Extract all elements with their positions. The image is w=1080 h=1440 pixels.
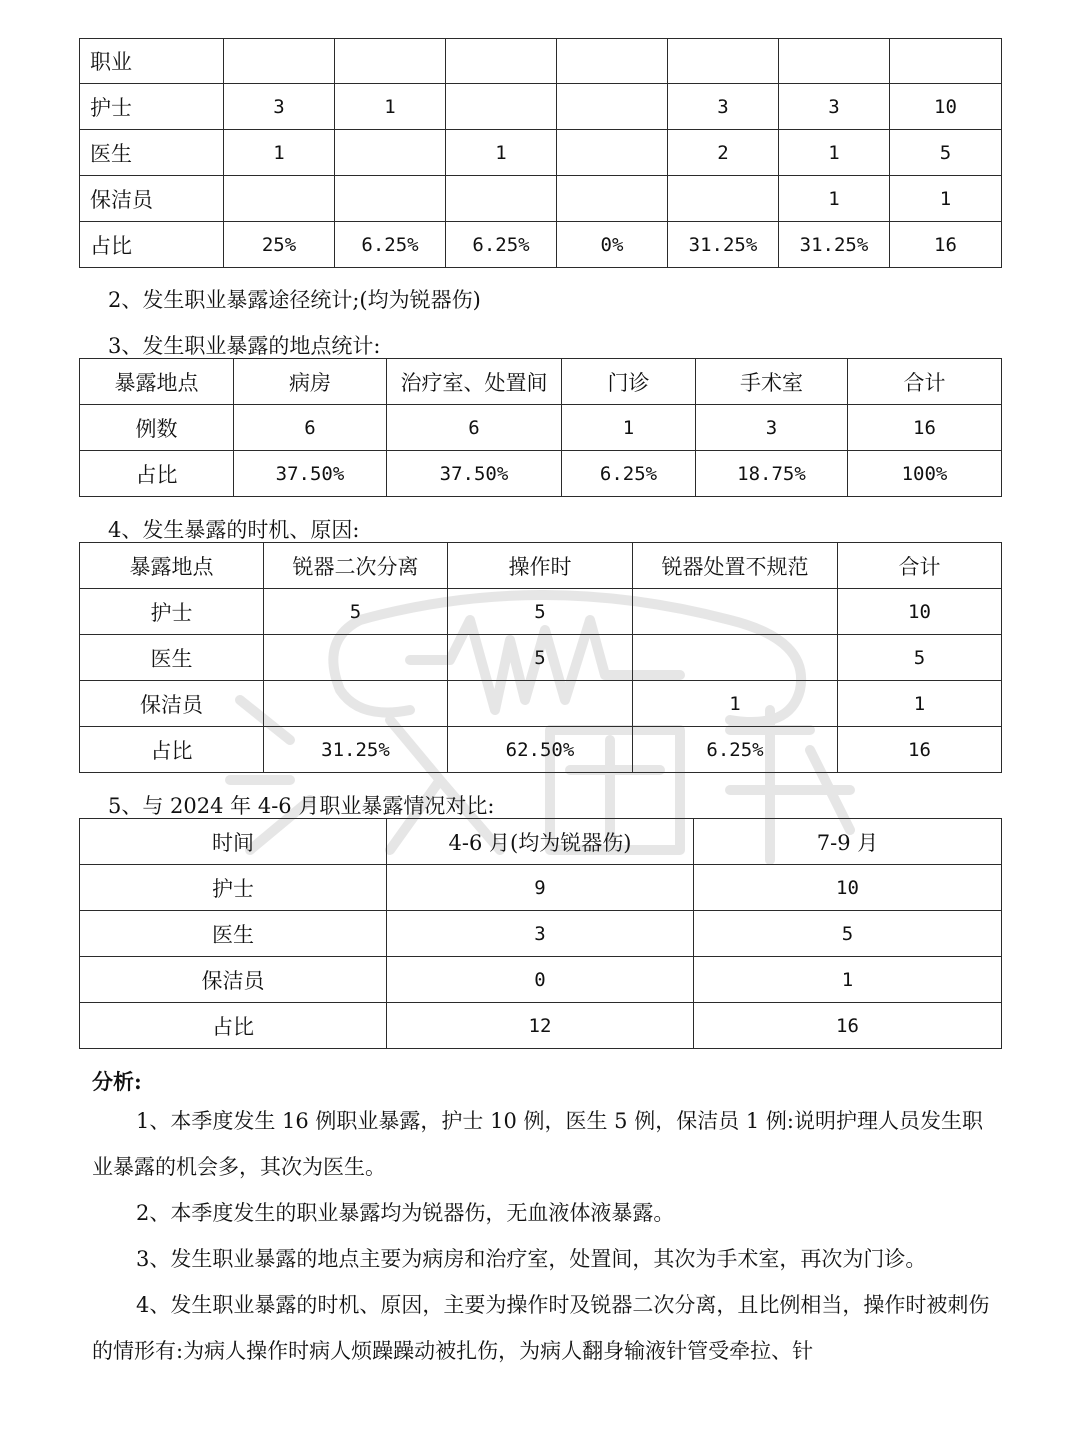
table-row — [80, 911, 1002, 957]
table-row — [80, 957, 1002, 1003]
table-cell: 0 — [387, 957, 694, 1003]
table-cell: 16 — [848, 405, 1002, 451]
row-label: 医生 — [80, 130, 224, 176]
table-cell: 6.25% — [335, 222, 446, 268]
table-header-row — [80, 359, 1002, 405]
table-cell: 100% — [848, 451, 1002, 497]
table-cell — [335, 176, 446, 222]
row-label: 保洁员 — [80, 957, 387, 1003]
occupation-table — [79, 38, 1002, 268]
column-header: 合计 — [848, 359, 1002, 405]
table-cell — [557, 39, 668, 84]
table-cell: 1 — [779, 176, 890, 222]
table-cell: 3 — [696, 405, 848, 451]
table-cell: 6 — [234, 405, 387, 451]
table-cell: 1 — [633, 681, 838, 727]
column-header: 锐器处置不规范 — [633, 543, 838, 589]
table-cell: 5 — [694, 911, 1002, 957]
table-cell: 5 — [890, 130, 1002, 176]
table-cell: 2 — [668, 130, 779, 176]
table-cell: 6.25% — [562, 451, 696, 497]
table-cell: 16 — [694, 1003, 1002, 1049]
table-row — [80, 39, 1002, 84]
table-cell: 3 — [779, 84, 890, 130]
section-5-heading: 5、与 2024 年 4-6 月职业暴露情况对比: — [108, 794, 495, 818]
row-label: 保洁员 — [80, 681, 264, 727]
table-cell: 6.25% — [446, 222, 557, 268]
table-row — [80, 222, 1002, 268]
column-header: 病房 — [234, 359, 387, 405]
column-header: 合计 — [838, 543, 1002, 589]
row-label: 保洁员 — [80, 176, 224, 222]
table-cell — [335, 130, 446, 176]
table-cell: 1 — [694, 957, 1002, 1003]
table-cell: 5 — [838, 635, 1002, 681]
table-cell: 25% — [224, 222, 335, 268]
row-label: 护士 — [80, 84, 224, 130]
section-2-heading: 2、发生职业暴露途径统计;(均为锐器伤) — [108, 288, 481, 312]
row-label: 占比 — [80, 1003, 387, 1049]
table-cell: 3 — [387, 911, 694, 957]
table-cell — [446, 84, 557, 130]
table-cell: 31.25% — [668, 222, 779, 268]
column-header: 手术室 — [696, 359, 848, 405]
table-row — [80, 84, 1002, 130]
row-label: 护士 — [80, 589, 264, 635]
table-cell — [668, 39, 779, 84]
table-cell: 6 — [387, 405, 562, 451]
table-cell — [557, 84, 668, 130]
table-cell: 1 — [562, 405, 696, 451]
table-row — [80, 865, 1002, 911]
table-cell: 1 — [890, 176, 1002, 222]
table-cell — [557, 130, 668, 176]
table-cell — [224, 176, 335, 222]
table-cell: 37.50% — [234, 451, 387, 497]
table-cell — [335, 39, 446, 84]
column-header: 治疗室、处置间 — [387, 359, 562, 405]
table-cell: 10 — [694, 865, 1002, 911]
table-cell: 16 — [838, 727, 1002, 773]
table-cell — [890, 39, 1002, 84]
column-header: 暴露地点 — [80, 359, 234, 405]
table-cell: 62.50% — [448, 727, 633, 773]
row-label: 护士 — [80, 865, 387, 911]
row-label: 职业 — [80, 39, 224, 84]
table-cell: 5 — [264, 589, 448, 635]
table-row — [80, 176, 1002, 222]
row-label: 占比 — [80, 451, 234, 497]
table-row — [80, 130, 1002, 176]
row-label: 占比 — [80, 727, 264, 773]
table-cell — [446, 176, 557, 222]
analysis-paragraph-4: 4、发生职业暴露的时机、原因，主要为操作时及锐器二次分离，且比例相当，操作时被刺伤的情形有:为病人操作时病人烦躁躁动被扎伤，为病人翻身输液针管受牵拉、针 — [92, 1293, 990, 1363]
table-cell: 9 — [387, 865, 694, 911]
column-header: 锐器二次分离 — [264, 543, 448, 589]
table-cell: 0% — [557, 222, 668, 268]
table-cell — [668, 176, 779, 222]
table-cell: 31.25% — [264, 727, 448, 773]
table-cell: 3 — [668, 84, 779, 130]
table-cell: 1 — [224, 130, 335, 176]
location-table — [79, 358, 1002, 497]
table-cell: 5 — [448, 635, 633, 681]
watermark-logo — [210, 580, 870, 870]
analysis-paragraph-1: 1、本季度发生 16 例职业暴露，护士 10 例，医生 5 例，保洁员 1 例:说明护理人员发生职业暴露的机会多，其次为医生。 — [92, 1109, 984, 1179]
table-cell: 1 — [335, 84, 446, 130]
table-cell — [446, 39, 557, 84]
table-row — [80, 1003, 1002, 1049]
table-row — [80, 451, 1002, 497]
table-cell: 10 — [890, 84, 1002, 130]
table-cell: 31.25% — [779, 222, 890, 268]
analysis-title: 分析: — [92, 1069, 142, 1094]
table-cell — [224, 39, 335, 84]
table-cell: 5 — [448, 589, 633, 635]
column-header: 操作时 — [448, 543, 633, 589]
column-header: 4-6 月(均为锐器伤) — [387, 819, 694, 865]
column-header: 7-9 月 — [694, 819, 1002, 865]
analysis-paragraph-3: 3、发生职业暴露的地点主要为病房和治疗室，处置间，其次为手术室，再次为门诊。 — [136, 1247, 927, 1271]
column-header: 暴露地点 — [80, 543, 264, 589]
section-3-heading: 3、发生职业暴露的地点统计: — [108, 334, 381, 358]
table-cell: 12 — [387, 1003, 694, 1049]
column-header: 门诊 — [562, 359, 696, 405]
table-cell: 16 — [890, 222, 1002, 268]
row-label: 占比 — [80, 222, 224, 268]
analysis-paragraph-2: 2、本季度发生的职业暴露均为锐器伤，无血液体液暴露。 — [136, 1201, 675, 1225]
section-4-heading: 4、发生暴露的时机、原因: — [108, 518, 360, 542]
table-cell: 1 — [779, 130, 890, 176]
column-header: 时间 — [80, 819, 387, 865]
row-label: 医生 — [80, 635, 264, 681]
table-row — [80, 405, 1002, 451]
table-cell: 1 — [838, 681, 1002, 727]
table-cell: 10 — [838, 589, 1002, 635]
table-cell: 3 — [224, 84, 335, 130]
table-cell: 18.75% — [696, 451, 848, 497]
table-cell — [557, 176, 668, 222]
table-cell: 6.25% — [633, 727, 838, 773]
row-label: 医生 — [80, 911, 387, 957]
row-label: 例数 — [80, 405, 234, 451]
table-cell: 1 — [446, 130, 557, 176]
table-cell: 37.50% — [387, 451, 562, 497]
table-cell — [779, 39, 890, 84]
